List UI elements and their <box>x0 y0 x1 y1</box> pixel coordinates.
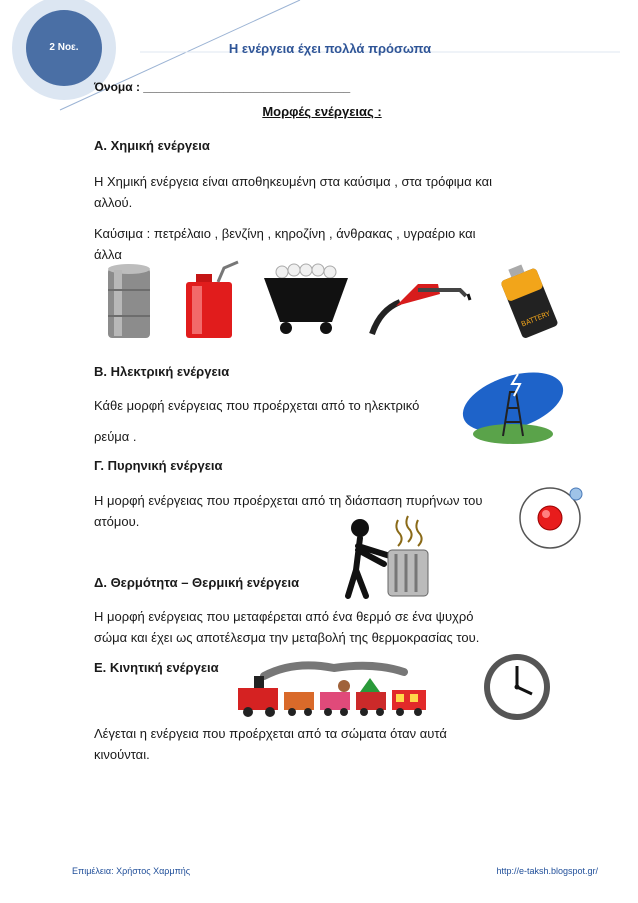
date-badge-text: 2 Νοε. <box>49 42 79 53</box>
fuel-nozzle-icon <box>372 284 470 334</box>
heading-electric: Β. Ηλεκτρική ενέργεια <box>94 364 230 379</box>
name-line: Όνομα : _______________________________ <box>94 80 351 94</box>
chemical-text2-line2: άλλα <box>94 247 122 262</box>
heading-nuclear: Γ. Πυρηνική ενέργεια <box>94 458 223 473</box>
thermal-text-line1: Η μορφή ενέργειας που μεταφέρεται από ένα θερμό σε ένα ψυχρό <box>94 609 474 624</box>
heading-chemical: Α. Χημική ενέργεια <box>94 138 210 153</box>
nuclear-text-line2: ατόμου. <box>94 514 140 529</box>
atom-image <box>512 480 592 560</box>
battery-label: BATTERY <box>520 309 552 329</box>
battery-icon <box>497 260 558 339</box>
heading-thermal: Δ. Θερμότητα – Θερμική ενέργεια <box>94 575 300 590</box>
toy-train-image <box>234 660 434 718</box>
power-tower-image <box>458 362 568 447</box>
clock-image <box>482 652 552 722</box>
chemical-text1-line1: Η Χημική ενέργεια είναι αποθηκευμένη στα καύσιμα , στα τρόφιμα και <box>94 174 493 189</box>
electric-text-line1: Κάθε μορφή ενέργειας που προέρχεται από το ηλεκτρικό <box>94 398 420 413</box>
kinetic-text-line1: Λέγεται η ενέργεια που προέρχεται από τα σώματα όταν αυτά <box>94 726 447 741</box>
electric-text-line2: ρεύμα . <box>94 429 137 444</box>
fuel-can-icon <box>186 262 238 338</box>
heading-kinetic: Ε. Κινητική ενέργεια <box>94 660 219 675</box>
barrel-icon <box>108 264 150 338</box>
coal-cart-icon <box>264 264 348 334</box>
footer-link[interactable]: http://e-taksh.blogspot.gr/ <box>496 866 598 876</box>
page-title: Η ενέργεια έχει πολλά πρόσωπα <box>228 41 432 56</box>
fuel-images-row <box>100 260 560 342</box>
chemical-text1-line2: αλλού. <box>94 195 133 210</box>
chemical-text2-line1: Καύσιμα : πετρέλαιο , βενζίνη , κηροζίνη , άνθρακας , υγραέριο και <box>94 226 476 241</box>
forms-title: Μορφές ενέργειας : <box>262 104 382 119</box>
nuclear-text-line1: Η μορφή ενέργειας που προέρχεται από τη διάσπαση πυρήνων του <box>94 493 483 508</box>
footer-author: Επιμέλεια: Χρήστος Χαρμπής <box>72 866 191 876</box>
kinetic-text-line2: κινούνται. <box>94 747 150 762</box>
heater-person-image <box>340 512 440 602</box>
thermal-text-line2: σώμα και έχει ως αποτέλεσμα την μεταβολή της θερμοκρασίας του. <box>94 630 480 645</box>
